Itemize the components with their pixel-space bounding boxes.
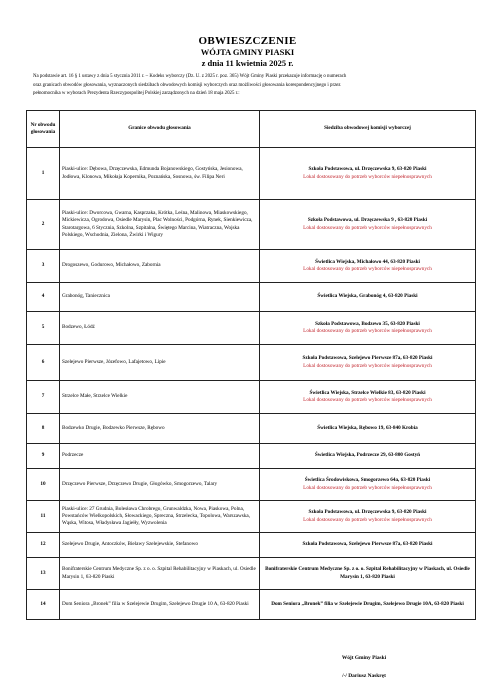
district-number: 10 [27,469,60,501]
commission-address: Szkoła Podstawowa, Szelejewo Pierwsze 87a, 63-820 Piaski [302,541,433,548]
district-number: 13 [27,558,60,590]
table-row [27,312,476,345]
commission-seat [260,250,476,283]
district-number: 5 [27,312,60,345]
district-boundaries: Piaski-ulice: Dworcowa, Gwarna, Kasprzaka, Krótka, Leśna, Malinowa, Miaskowskiego, Mickiewicza, Ogrodowa, Osiedle Marysin, Plac Wolności, Podgórna, Rynek, Sienkiewicza, Starotargowa, 6 Stycznia, Szkolna, Szpitalna, Świętego Marcina, Wiatraczna, Wojska Polskiego, Wschodnia, Zielona, Żwirki i Wigury [60,200,260,250]
commission-seat [260,381,476,414]
table-row [27,558,476,590]
accessibility-note: Lokal dostosowany do potrzeb wyborców niepełnosprawnych [303,362,432,369]
commission-address: Świetlica Wiejska, Rębowo 19, 63-840 Krobia [317,424,418,431]
commission-address: Świetlica Środowiskowa, Smogorzewo 64a, 63-820 Piaski [304,477,431,484]
header-siedziba: Siedziba obwodowej komisji wyborczej [260,111,476,148]
district-boundaries: Dom Seniora „Bronek” filia w Szelejewie Drugim, Szelejewo Drugie 10 A, 63-820 Piaski [60,590,260,620]
intro-line: oraz granicach obwodów głosowania, wyznaczonych siedzibach obwodowych komisji wyborczych oraz możliwości głosowania korespondencyjnego i przez [33,82,341,88]
district-number: 3 [27,250,60,283]
district-number: 11 [27,501,60,533]
commission-seat [260,501,476,533]
district-boundaries: Bonifraterskie Centrum Medyczne Sp. z o. o. Szpital Rehabilitacyjny w Piaskach, ul. Osiedle Marysin 1, 63-820 Piaski [60,558,260,590]
commission-address: Szkoła Podstawowa, Szelejewo Pierwsze 87a, 63-820 Piaski [302,355,433,362]
district-boundaries: Grabonóg, Taniecznica [60,283,260,312]
table-row [27,250,476,283]
commission-seat [260,533,476,558]
document-title: OBWIESZCZENIE [198,35,297,47]
table-row [27,283,476,312]
commission-address: Dom Seniora „Bronek” filia w Szelejewie Drugim, Szelejewo Drugie 10A, 63-820 Piaski [271,600,464,607]
commission-address: Świetlica Wiejska, Podrzecze 29, 63-800 Gostyń [314,452,421,459]
district-boundaries: Szelejewo Drugie, Antoczków, Bielawy Szelejewskie, Stefanowo [60,533,260,558]
accessibility-note: Lokal dostosowany do potrzeb wyborców niepełnosprawnych [303,224,432,231]
district-boundaries: Piaski-ulice: 27 Grudnia, Bolesława Chrobrego, Grunwaldzka, Nowa, Piaskowa, Polna, Powstańców Wielkopolskich, Słowackiego, Spreczna, Strzelecka, Topolowa, Warszawska, Wąska, Witosa, Władysława Jagiełły, Wyzwolenia [60,501,260,533]
table-row [27,414,476,444]
table-row [27,200,476,250]
accessibility-note: Lokal dostosowany do potrzeb wyborców niepełnosprawnych [303,266,432,272]
accessibility-note: Lokal dostosowany do potrzeb wyborców niepełnosprawnych [303,173,432,180]
accessibility-note: Lokal dostosowany do potrzeb wyborców niepełnosprawnych [303,516,432,523]
commission-address: Szkoła Podstawowa, ul. Drzęczewska 9, 63-820 Piaski [308,166,427,173]
accessibility-note: Lokal dostosowany do potrzeb wyborców niepełnosprawnych [303,484,432,491]
commission-seat [260,148,476,200]
district-number: 14 [27,590,60,620]
commission-seat [260,200,476,250]
district-boundaries: Drzęczewo Pierwsze, Drzęczewo Drugie, Głogówko, Smogorzewo, Talary [60,469,260,501]
commission-address: Świetlica Wiejska, Michałowo 44, 63-820 Piaski [315,258,420,265]
table-row [27,469,476,501]
header-granice: Granice obwodu głosowania [60,111,260,148]
header-nr: Nr obwodu głosowania [27,111,60,148]
commission-seat [260,414,476,444]
district-number: 1 [27,148,60,200]
intro-line: Na podstawie art. 16 § 1 ustawy z dnia 5 stycznia 2011 r. – Kodeks wyborczy (Dz. U. z 2025 r. poz. 365) Wójt Gminy Piaski przekazuje informację o numerach [33,74,347,79]
document-date: z dnia 11 kwietnia 2025 r. [201,58,294,68]
commission-address: Szkoła Podstawowa, ul. Drzęczewska 9 , 63-820 Piaski [307,217,428,224]
document-subtitle: WÓJTA GMINY PIASKI [200,47,295,57]
table-row [27,345,476,381]
district-boundaries: Bodzewko Drugie, Bodzewko Pierwsze, Rębowo [60,414,260,444]
table-row [27,444,476,469]
commission-seat [260,558,476,590]
table-header-row [27,111,476,148]
district-number: 4 [27,283,60,312]
district-number: 9 [27,444,60,469]
intro-paragraph [33,73,473,99]
footer-signature: /-/ Dariusz Naskręt [342,673,386,679]
commission-seat [260,469,476,501]
commission-seat [260,345,476,381]
footer-role: Wójt Gminy Piaski [341,655,387,661]
commission-seat [260,590,476,620]
district-boundaries: Podrzecze [60,444,260,469]
districts-table [26,110,476,620]
accessibility-note: Lokal dostosowany do potrzeb wyborców niepełnosprawnych [303,328,432,334]
district-boundaries: Drogoszewo, Godurowo, Michałowo, Zabornia [60,250,260,283]
district-boundaries: Piaski-ulice: Dębowa, Drzęczewska, Edmunda Bojanowskiego, Gostyńska, Jesionowa, Jodłowa, Klonowa, Mikołaja Kopernika, Poznańska, Sosnowa, św. Filipa Neri [60,148,260,200]
table-row [27,381,476,414]
table-row [27,590,476,620]
commission-address: Świetlica Wiejska, Grabonóg 4, 63-820 Piaski [317,293,418,300]
district-number: 6 [27,345,60,381]
commission-address: Świetlica Wiejska, Strzelce Wielkie 83, 63-820 Piaski [309,389,426,396]
commission-seat [260,312,476,345]
table-row [27,533,476,558]
commission-address: Szkoła Podstawowa, Bodzewo 35, 63-820 Piaski [315,320,420,327]
district-number: 12 [27,533,60,558]
district-number: 2 [27,200,60,250]
intro-line: pełnomocnika w wyborach Prezydenta Rzeczypospolitej Polskiej zarządzonych na dzień 18 maja 2025 r.: [33,91,240,97]
commission-address: Bonifraterskie Centrum Medyczne Sp. z o. o. Szpital Rehabilitacyjny w Piaskach, ul. Osiedle Marysin 1, 63-820 Piaski [265,566,470,580]
district-boundaries: Bodzewo, Łódź [60,312,260,345]
table-row [27,148,476,200]
commission-seat [260,283,476,312]
district-number: 7 [27,381,60,414]
district-boundaries: Szelejewo Pierwsze, Józefowo, Lafajetowo, Lipie [60,345,260,381]
district-number: 8 [27,414,60,444]
commission-seat [260,444,476,469]
commission-address: Szkoła Podstawowa, ul. Drzęczewska 9, 63-820 Piaski [308,509,427,516]
district-boundaries: Strzelce Małe, Strzelce Wielkie [60,381,260,414]
accessibility-note: Lokal dostosowany do potrzeb wyborców niepełnosprawnych [303,397,432,403]
table-row [27,501,476,533]
